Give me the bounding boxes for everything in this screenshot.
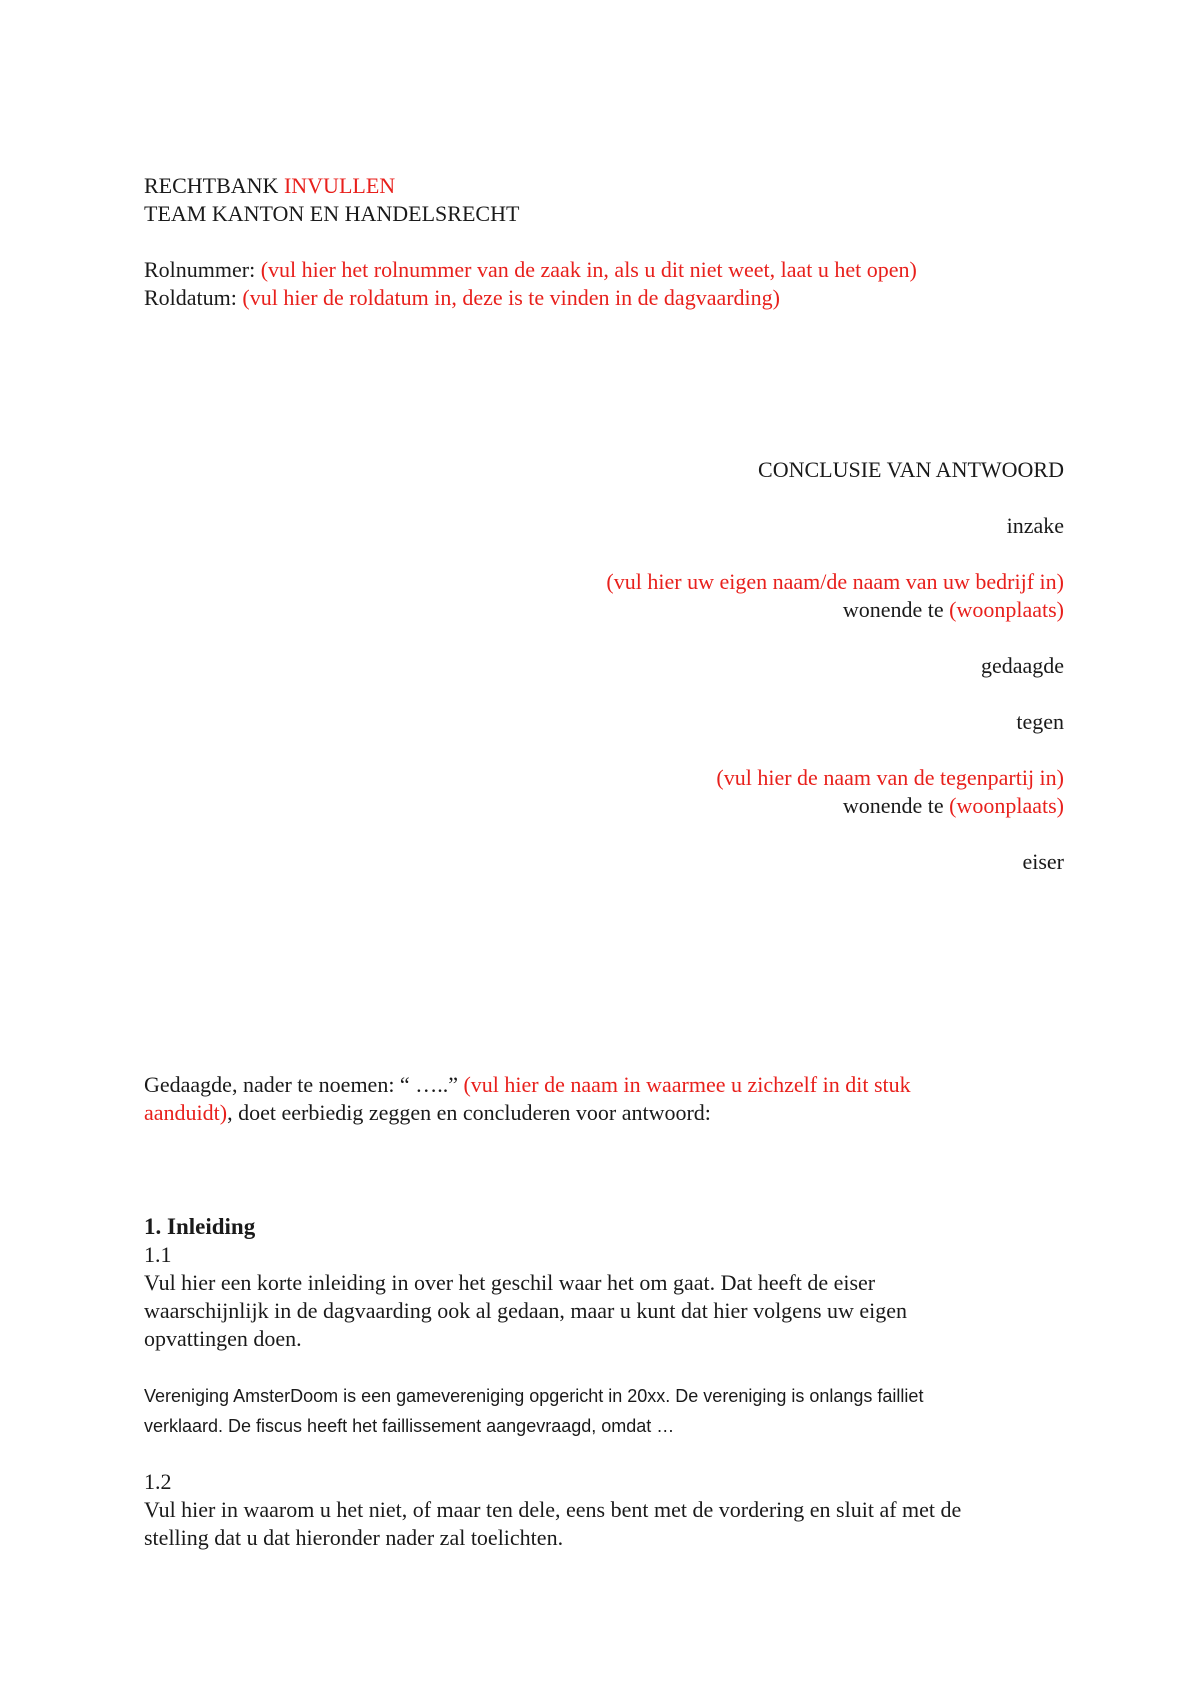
paragraph-1-1-line-1: Vul hier een korte inleiding in over het geschil waar het om gaat. Dat heeft de eiser <box>144 1270 876 1295</box>
intro-text-start: Gedaagde, nader te noemen: “ …..” <box>144 1072 458 1097</box>
intro-placeholder-2: aanduidt) <box>144 1100 228 1125</box>
example-line-1: Vereniging AmsterDoom is een gamevereniging opgericht in 20xx. De vereniging is onlangs failliet <box>144 1386 924 1406</box>
paragraph-1-2-line-2: stelling dat u dat hieronder nader zal toelichten. <box>144 1525 564 1550</box>
claimant-name-placeholder: (vul hier de naam van de tegenpartij in) <box>716 765 1064 790</box>
claimant-residence <box>843 792 1064 820</box>
paragraph-number-1-1: 1.1 <box>144 1242 172 1267</box>
paragraph-number-1-2: 1.2 <box>144 1469 172 1494</box>
tegen-label: tegen <box>1016 709 1064 734</box>
defendant-role: gedaagde <box>980 653 1064 678</box>
intro-paragraph <box>144 1071 911 1127</box>
court-label: RECHTBANK <box>144 173 279 198</box>
defendant-residence-placeholder: (woonplaats) <box>949 597 1064 622</box>
claimant-role: eiser <box>1022 849 1064 874</box>
court-line <box>144 172 917 200</box>
paragraph-1-2-line-1: Vul hier in waarom u het niet, of maar ten dele, eens bent met de vordering en sluit af met de <box>144 1497 962 1522</box>
intro-line-2 <box>144 1099 911 1127</box>
header-block <box>144 172 917 312</box>
paragraph-1-2 <box>144 1468 961 1552</box>
roldatum-placeholder: (vul hier de roldatum in, deze is te vinden in de dagvaarding) <box>242 285 780 310</box>
section-inleiding <box>144 1213 907 1353</box>
intro-text-end: , doet eerbiedig zeggen en concluderen voor antwoord: <box>227 1100 711 1125</box>
rolnummer-placeholder: (vul hier het rolnummer van de zaak in, als u dit niet weet, laat u het open) <box>260 257 917 282</box>
claimant-residence-placeholder: (woonplaats) <box>949 793 1064 818</box>
paragraph-1-1-line-2: waarschijnlijk in de dagvaarding ook al gedaan, maar u kunt dat hier volgens uw eigen <box>144 1298 908 1323</box>
document-title: CONCLUSIE VAN ANTWOORD <box>758 457 1064 482</box>
roldatum-label: Roldatum: <box>144 285 237 310</box>
example-line-2: verklaard. De fiscus heeft het faillissement aangevraagd, omdat … <box>144 1416 675 1436</box>
rolnummer-label: Rolnummer: <box>144 257 256 282</box>
example-paragraph <box>144 1381 923 1441</box>
inzake-label: inzake <box>1006 513 1064 538</box>
court-placeholder: INVULLEN <box>283 173 396 198</box>
roldatum-line <box>144 284 917 312</box>
defendant-residence <box>843 596 1064 624</box>
claimant-residence-label: wonende te <box>842 793 944 818</box>
team-line: TEAM KANTON EN HANDELSRECHT <box>144 201 520 226</box>
defendant-residence-label: wonende te <box>842 597 944 622</box>
intro-line-1 <box>144 1071 911 1099</box>
intro-placeholder-1: (vul hier de naam in waarmee u zichzelf in dit stuk <box>463 1072 911 1097</box>
paragraph-1-1-line-3: opvattingen doen. <box>144 1326 302 1351</box>
rolnummer-line <box>144 256 917 284</box>
section-heading: 1. Inleiding <box>144 1214 256 1239</box>
defendant-name-placeholder: (vul hier uw eigen naam/de naam van uw bedrijf in) <box>606 569 1064 594</box>
